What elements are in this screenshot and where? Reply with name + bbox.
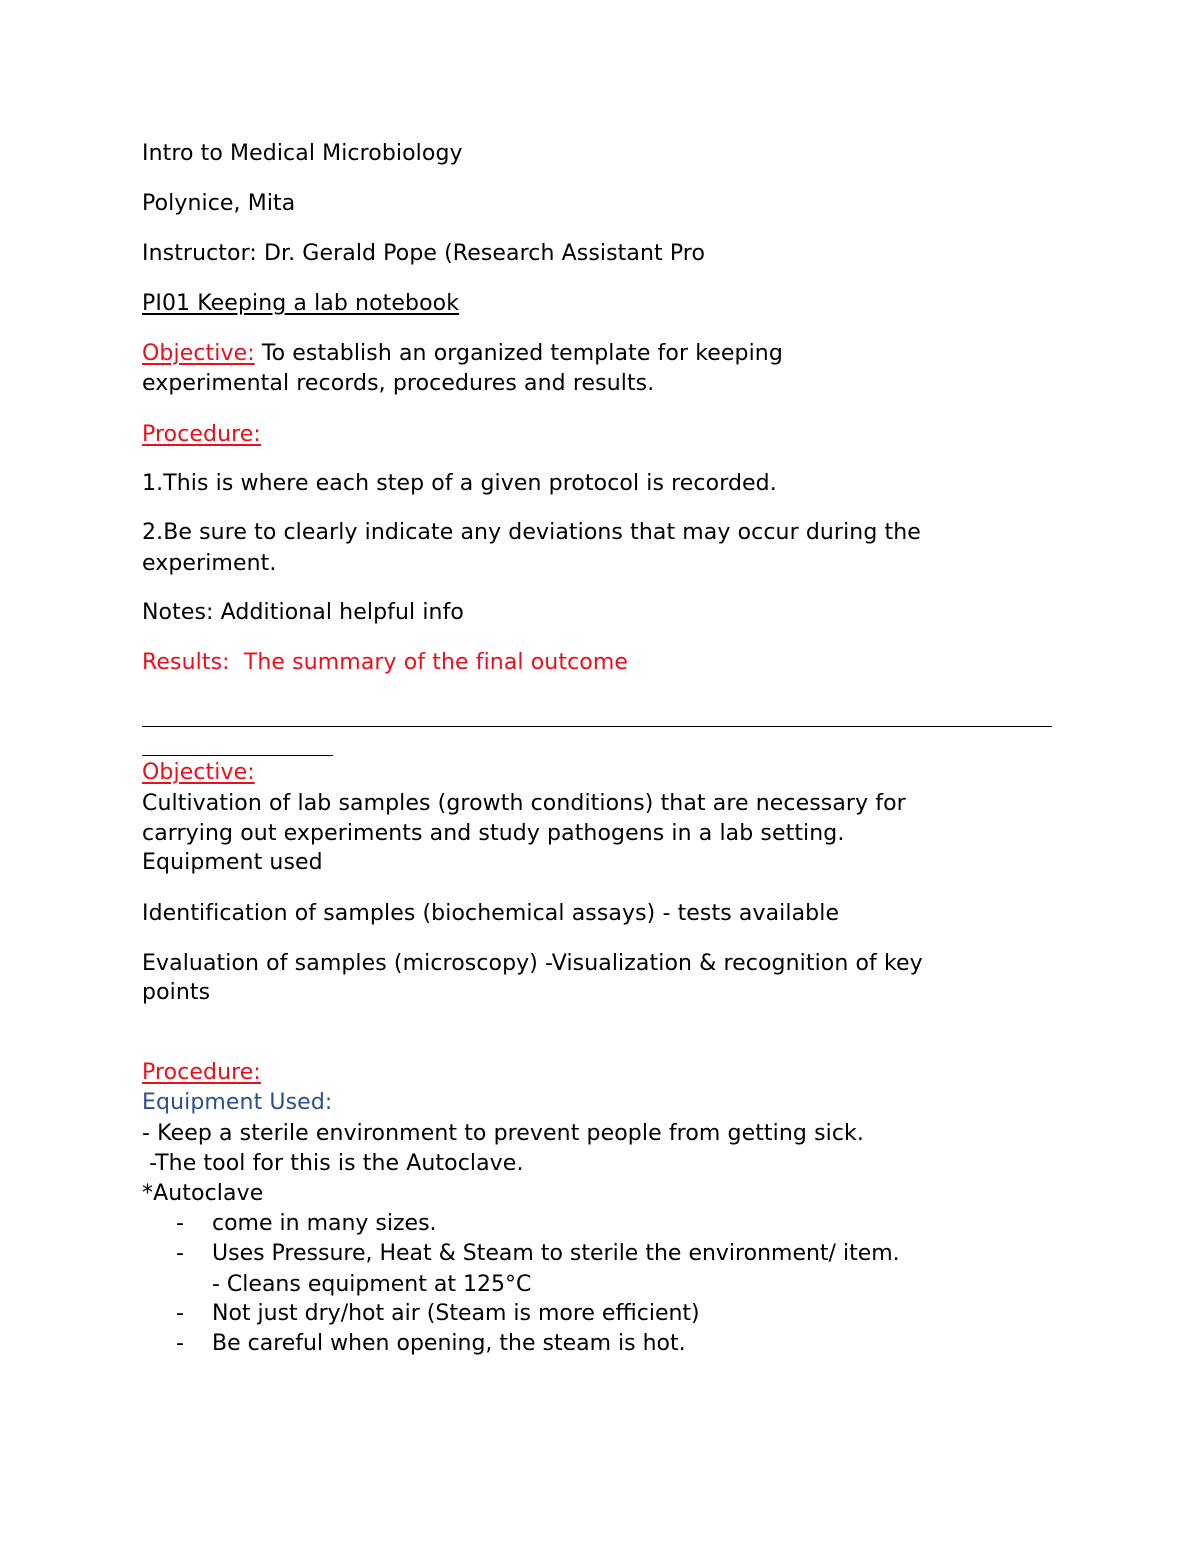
equipment-used-heading: Equipment Used: [142, 1090, 333, 1115]
procedure-step-2-cont: experiment. [142, 551, 277, 576]
separator-line [142, 726, 1052, 727]
results-line: Results: The summary of the final outcome [142, 650, 628, 675]
objective-paragraph [142, 339, 783, 369]
identification-line: Identification of samples (biochemical assays) - tests available [142, 901, 840, 926]
evaluation-line2: points [142, 980, 211, 1005]
section2-objective-line2: carrying out experiments and study pathogens in a lab setting. [142, 821, 845, 846]
bullet-sub-item: - Cleans equipment at 125°C [212, 1272, 532, 1297]
bullet-item: come in many sizes. [212, 1211, 437, 1236]
separator-line-short [142, 755, 333, 756]
instructor-line: Instructor: Dr. Gerald Pope (Research Assistant Pro [142, 241, 706, 266]
section2-equipment-line: Equipment used [142, 850, 323, 875]
bullet-marker: - [176, 1301, 184, 1326]
section2-procedure-label: Procedure: [142, 1060, 261, 1085]
section2-objective-label: Objective: [142, 760, 255, 785]
objective-text: To establish an organized template for keeping [254, 341, 783, 366]
sterile-line: - Keep a sterile environment to prevent people from getting sick. [142, 1121, 864, 1146]
bullet-marker: - [176, 1241, 184, 1266]
procedure-step-1: 1.This is where each step of a given protocol is recorded. [142, 471, 777, 496]
bullet-item: Uses Pressure, Heat & Steam to sterile the environment/ item. [212, 1241, 900, 1266]
autoclave-heading: *Autoclave [142, 1181, 264, 1206]
student-name: Polynice, Mita [142, 191, 296, 216]
bullet-marker: - [176, 1211, 184, 1236]
template-title: PI01 Keeping a lab notebook [142, 291, 460, 316]
procedure-step-2: 2.Be sure to clearly indicate any deviations that may occur during the [142, 520, 921, 545]
tool-line: -The tool for this is the Autoclave. [142, 1151, 524, 1176]
objective-text-line2: experimental records, procedures and results. [142, 371, 655, 396]
objective-label: Objective: [142, 341, 255, 366]
procedure-label: Procedure: [142, 422, 261, 447]
course-title: Intro to Medical Microbiology [142, 141, 463, 166]
bullet-item: Not just dry/hot air (Steam is more efficient) [212, 1301, 700, 1326]
bullet-item: Be careful when opening, the steam is hot. [212, 1331, 686, 1356]
evaluation-line1: Evaluation of samples (microscopy) -Visualization & recognition of key [142, 951, 923, 976]
section2-objective-line1: Cultivation of lab samples (growth conditions) that are necessary for [142, 791, 906, 816]
bullet-marker: - [176, 1331, 184, 1356]
notes-line: Notes: Additional helpful info [142, 600, 464, 625]
